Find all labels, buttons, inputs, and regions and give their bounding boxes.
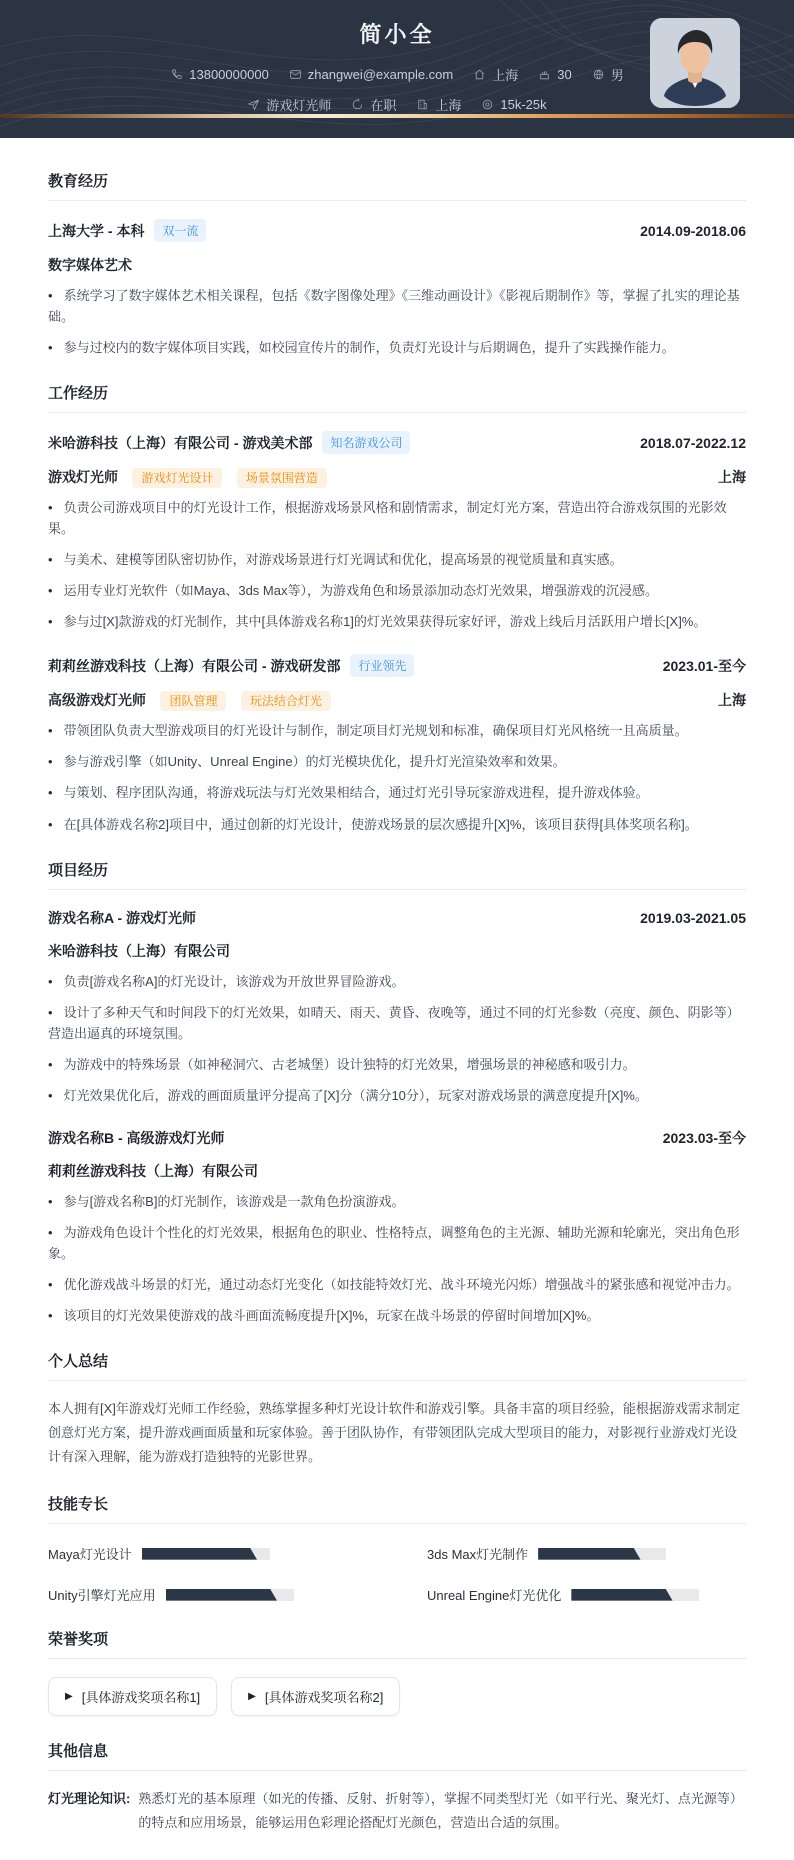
globe-icon — [592, 68, 605, 81]
bullet-item: • 灯光效果优化后，游戏的画面质量评分提高了[X]分（满分10分），玩家对游戏场景的满意度提升[X]%。 — [48, 1085, 746, 1106]
skill-bar-fill — [166, 1589, 277, 1601]
skill-label: Unreal Engine灯光优化 — [427, 1588, 562, 1604]
page-body — [0, 138, 794, 1860]
project-entry-2 — [48, 1128, 746, 1326]
person-name: 简小全 — [359, 22, 435, 47]
bullet-item: • 参与过校内的数字媒体项目实践，如校园宣传片的制作，负责灯光设计与后期调色，提升了实践操作能力。 — [48, 337, 746, 358]
avatar-illustration — [650, 18, 740, 108]
section-honors — [48, 1628, 746, 1716]
bullet-item: • 与美术、建模等团队密切协作，对游戏场景进行灯光调试和优化，提高场景的视觉质量和真实感。 — [48, 549, 746, 570]
work-date: 2018.07-2022.12 — [640, 434, 746, 451]
education-major: 数字媒体艺术 — [48, 257, 132, 273]
skill-bar-fill — [142, 1548, 257, 1560]
skill-bar-track — [538, 1548, 666, 1560]
role-and-tags — [48, 690, 331, 710]
skill-bar-track — [142, 1548, 270, 1560]
section-title-summary: 个人总结 — [48, 1350, 746, 1381]
honors-list — [48, 1677, 746, 1716]
project-company: 米哈游科技（上海）有限公司 — [48, 942, 230, 959]
work-date: 2023.01-至今 — [662, 657, 746, 674]
contact-salary-text: 15k-25k — [500, 97, 547, 112]
role-and-tags — [48, 467, 327, 487]
other-info-label: 灯光理论知识: — [48, 1791, 131, 1807]
role-tag: 玩法结合灯光 — [241, 691, 331, 711]
role-title: 高级游戏灯光师 — [48, 692, 146, 709]
skills-grid — [48, 1544, 746, 1604]
work-bullets — [48, 720, 746, 834]
work-entry-2 — [48, 654, 746, 834]
skill-item — [427, 1585, 746, 1604]
school-name: 上海大学 - 本科 — [48, 222, 145, 239]
project-bullets — [48, 971, 746, 1106]
education-entry — [48, 219, 746, 358]
skill-bar-track — [571, 1589, 699, 1601]
role-tag: 游戏灯光设计 — [132, 468, 222, 488]
contact-target-role — [247, 95, 331, 114]
company-badge: 行业领先 — [350, 654, 414, 677]
bullet-item: • 为游戏角色设计个性化的灯光效果，根据角色的职业、性格特点，调整角色的主光源、辅助光源和轮廓光，突出角色形象。 — [48, 1222, 746, 1264]
company-badge: 知名游戏公司 — [322, 431, 410, 454]
honor-award-button-1[interactable] — [48, 1677, 217, 1716]
other-info-row — [48, 1787, 746, 1834]
status-icon — [351, 98, 364, 111]
home-icon — [473, 68, 486, 81]
building-icon — [416, 98, 429, 111]
paper-plane-icon — [247, 98, 260, 111]
section-skills — [48, 1493, 746, 1604]
contact-age — [538, 67, 571, 82]
contact-gender-text: 男 — [610, 68, 624, 83]
other-info-text: 熟悉灯光的基本原理（如光的传播、反射、折射等），掌握不同类型灯光（如平行光、聚光灯、点光源等）的特点和应用场景，能够运用色彩理论搭配灯光颜色，营造出合适的氛围。 — [138, 1791, 743, 1830]
contact-gender — [592, 65, 624, 84]
contact-age-text: 30 — [557, 67, 572, 82]
role-tag: 场景氛围营造 — [237, 468, 327, 488]
section-education — [48, 170, 746, 358]
skill-bar-fill — [538, 1548, 640, 1560]
project-date: 2019.03-2021.05 — [640, 909, 746, 926]
bullet-item: • 设计了多种天气和时间段下的灯光效果，如晴天、雨天、黄昏、夜晚等，通过不同的灯光参数（亮度、颜色、阴影等）营造出逼真的环境氛围。 — [48, 1002, 746, 1044]
contact-job-status-text: 在职 — [370, 98, 397, 113]
bullet-item: • 参与过[X]款游戏的灯光制作，其中[具体游戏名称1]的灯光效果获得玩家好评，游戏上线后月活跃用户增长[X]%。 — [48, 611, 746, 632]
honor-award-label: [具体游戏奖项名称2] — [264, 1690, 384, 1706]
summary-text: 本人拥有[X]年游戏灯光师工作经验，熟练掌握多种灯光设计软件和游戏引擎。具备丰富的项目经验，能根据游戏需求制定创意灯光方案，提升游戏画面质量和玩家体验。善于团队协作，有带领团队完成大型项目的能力，对影视行业游戏灯光设计有深入理解，能为游戏打造独特的光影世界。 — [48, 1401, 740, 1465]
project-bullets — [48, 1191, 746, 1326]
contact-job-status — [351, 95, 396, 114]
contact-work-city-text: 上海 — [435, 98, 462, 113]
project-entry-1 — [48, 908, 746, 1106]
contact-salary — [481, 97, 546, 112]
company-name: 米哈游科技（上海）有限公司 - 游戏美术部 — [48, 434, 313, 451]
project-name: 游戏名称A - 游戏灯光师 — [48, 909, 197, 926]
bullet-item: • 负责[游戏名称A]的灯光设计，该游戏为开放世界冒险游戏。 — [48, 971, 746, 992]
honor-award-label: [具体游戏奖项名称1] — [81, 1690, 201, 1706]
section-summary — [48, 1350, 746, 1469]
section-title-honors: 荣誉奖项 — [48, 1628, 746, 1659]
avatar — [650, 18, 740, 108]
skill-bar-fill — [571, 1589, 672, 1601]
header — [0, 0, 794, 138]
contact-phone — [170, 67, 269, 82]
phone-icon — [170, 68, 183, 81]
section-other — [48, 1740, 746, 1834]
project-company: 莉莉丝游戏科技（上海）有限公司 — [48, 1162, 258, 1179]
bullet-item: • 参与[游戏名称B]的灯光制作，该游戏是一款角色扮演游戏。 — [48, 1191, 746, 1212]
project-date: 2023.03-至今 — [662, 1129, 746, 1146]
salary-icon — [481, 98, 494, 111]
play-icon: ▶ — [248, 1691, 256, 1703]
bullet-item: • 带领团队负责大型游戏项目的灯光设计与制作，制定项目灯光规划和标准，确保项目灯光风格统一且高质量。 — [48, 720, 746, 741]
role-title: 游戏灯光师 — [48, 469, 118, 486]
skill-item — [427, 1544, 746, 1563]
bullet-item: • 负责公司游戏项目中的灯光设计工作，根据游戏场景风格和剧情需求，制定灯光方案，营造出符合游戏氛围的光影效果。 — [48, 497, 746, 539]
work-entry-1 — [48, 431, 746, 632]
mail-icon — [289, 68, 302, 81]
play-icon: ▶ — [65, 1691, 73, 1703]
contact-email-text: zhangwei@example.com — [307, 67, 454, 82]
section-title-projects: 项目经历 — [48, 859, 746, 890]
section-projects — [48, 859, 746, 1326]
section-title-education: 教育经历 — [48, 170, 746, 201]
skill-label: 3ds Max灯光制作 — [427, 1547, 529, 1563]
cake-icon — [538, 68, 551, 81]
section-work — [48, 382, 746, 834]
bullet-item: • 运用专业灯光软件（如Maya、3ds Max等），为游戏角色和场景添加动态灯光效果，增强游戏的沉浸感。 — [48, 580, 746, 601]
section-title-skills: 技能专长 — [48, 1493, 746, 1524]
bullet-item: • 系统学习了数字媒体艺术相关课程，包括《数字图像处理》《三维动画设计》《影视后期制作》等，掌握了扎实的理论基础。 — [48, 285, 746, 327]
bullet-item: • 优化游戏战斗场景的灯光，通过动态灯光变化（如技能特效灯光、战斗环境光闪烁）增强战斗的紧张感和视觉冲击力。 — [48, 1274, 746, 1295]
contact-email — [289, 67, 453, 82]
education-bullets — [48, 285, 746, 358]
contact-target-role-text: 游戏灯光师 — [266, 98, 332, 113]
work-location: 上海 — [718, 469, 746, 486]
contact-city — [473, 65, 518, 84]
skill-item — [48, 1585, 367, 1604]
section-title-work: 工作经历 — [48, 382, 746, 413]
bullet-item: • 为游戏中的特殊场景（如神秘洞穴、古老城堡）设计独特的灯光效果，增强场景的神秘感和吸引力。 — [48, 1054, 746, 1075]
contact-phone-text: 13800000000 — [189, 67, 269, 82]
education-date: 2014.09-2018.06 — [640, 222, 746, 239]
skill-label: Unity引擎灯光应用 — [48, 1588, 156, 1604]
bullet-item: • 参与游戏引擎（如Unity、Unreal Engine）的灯光模块优化，提升灯光渲染效率和效果。 — [48, 751, 746, 772]
bullet-item: • 与策划、程序团队沟通，将游戏玩法与灯光效果相结合，通过灯光引导玩家游戏进程，提升游戏体验。 — [48, 782, 746, 803]
skill-bar-track — [166, 1589, 294, 1601]
work-bullets — [48, 497, 746, 632]
school-badge: 双一流 — [154, 219, 206, 242]
bullet-item: • 在[具体游戏名称2]项目中，通过创新的灯光设计，使游戏场景的层次感提升[X]%，该项目获得[具体奖项名称]。 — [48, 814, 746, 835]
work-location: 上海 — [718, 692, 746, 709]
bullet-item: • 该项目的灯光效果使游戏的战斗画面流畅度提升[X]%，玩家在战斗场景的停留时间增加[X]%。 — [48, 1305, 746, 1326]
skill-label: Maya灯光设计 — [48, 1547, 132, 1563]
role-tag: 团队管理 — [160, 691, 226, 711]
contact-city-text: 上海 — [492, 68, 519, 83]
contact-work-city — [416, 95, 461, 114]
project-name: 游戏名称B - 高级游戏灯光师 — [48, 1129, 225, 1146]
section-title-other: 其他信息 — [48, 1740, 746, 1771]
company-name: 莉莉丝游戏科技（上海）有限公司 - 游戏研发部 — [48, 657, 341, 674]
honor-award-button-2[interactable] — [231, 1677, 400, 1716]
skill-item — [48, 1544, 367, 1563]
